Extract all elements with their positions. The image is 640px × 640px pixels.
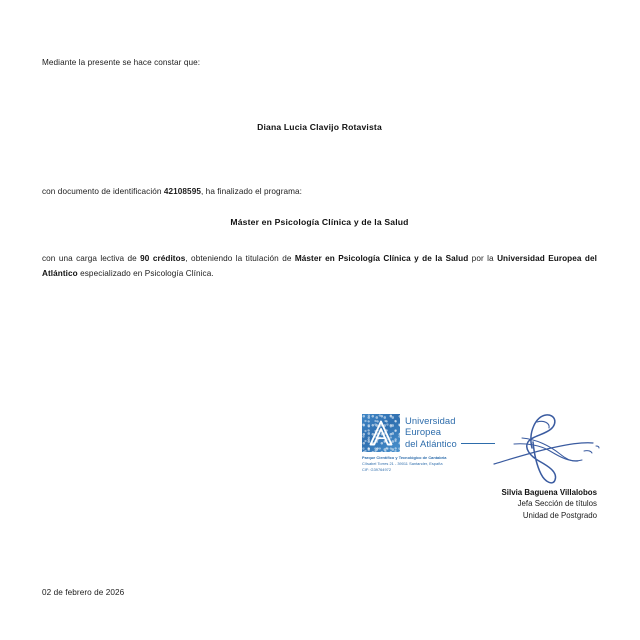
handwritten-signature <box>492 402 610 488</box>
fineprint-line-1: Parque Científico y Tecnológico de Cantabria <box>362 455 447 460</box>
logo-fineprint <box>362 455 494 473</box>
logo-wordmark <box>405 414 495 449</box>
logo-divider-rule <box>461 443 495 444</box>
logo-word-line-3: del Atlántico <box>405 437 457 449</box>
university-logo-block <box>362 414 494 473</box>
identification-suffix: , ha finalizado el programa: <box>200 187 303 196</box>
signer-block <box>502 487 597 521</box>
logo-word-line-3-row <box>405 438 495 449</box>
credits-text-1: con una carga lectiva de <box>42 254 141 263</box>
signer-department: Unidad de Postgrado <box>522 510 597 520</box>
program-title: Máster en Psicología Clínica y de la Salud <box>230 217 409 227</box>
intro-statement: Mediante la presente se hace constar que: <box>42 58 201 67</box>
logo-word-line-1: Universidad <box>405 415 456 426</box>
university-mark-icon <box>362 414 400 452</box>
credits-text-2: , obteniendo la titulación de <box>185 254 295 263</box>
credits-program-name: Máster en Psicología Clínica y de la Salud <box>294 254 469 263</box>
credits-text-4: especializado en Psicología Clínica. <box>77 268 214 278</box>
logo-row <box>362 414 494 452</box>
signer-name: Silvia Baguena Villalobos <box>501 488 597 497</box>
student-name: Diana Lucia Clavijo Rotavista <box>257 122 382 132</box>
credits-paragraph <box>42 252 597 281</box>
identification-prefix: con documento de identificación <box>42 187 164 196</box>
credits-university-name: Universidad Europea del Atlántico <box>42 254 597 278</box>
fineprint-cif: CIF: G39764972 <box>362 467 392 473</box>
credits-text-3: por la <box>468 254 498 263</box>
logo-word-line-2: Europea <box>405 426 442 438</box>
signer-role: Jefa Sección de títulos <box>517 499 597 509</box>
credits-value: 90 créditos <box>140 254 186 263</box>
fineprint-line-2: C/Isabel Torres 21 - 39011 Santander, España <box>362 460 443 466</box>
document-date: 02 de febrero de 2026 <box>42 588 125 597</box>
identification-number: 42108595 <box>163 187 201 196</box>
identification-line <box>42 185 302 198</box>
